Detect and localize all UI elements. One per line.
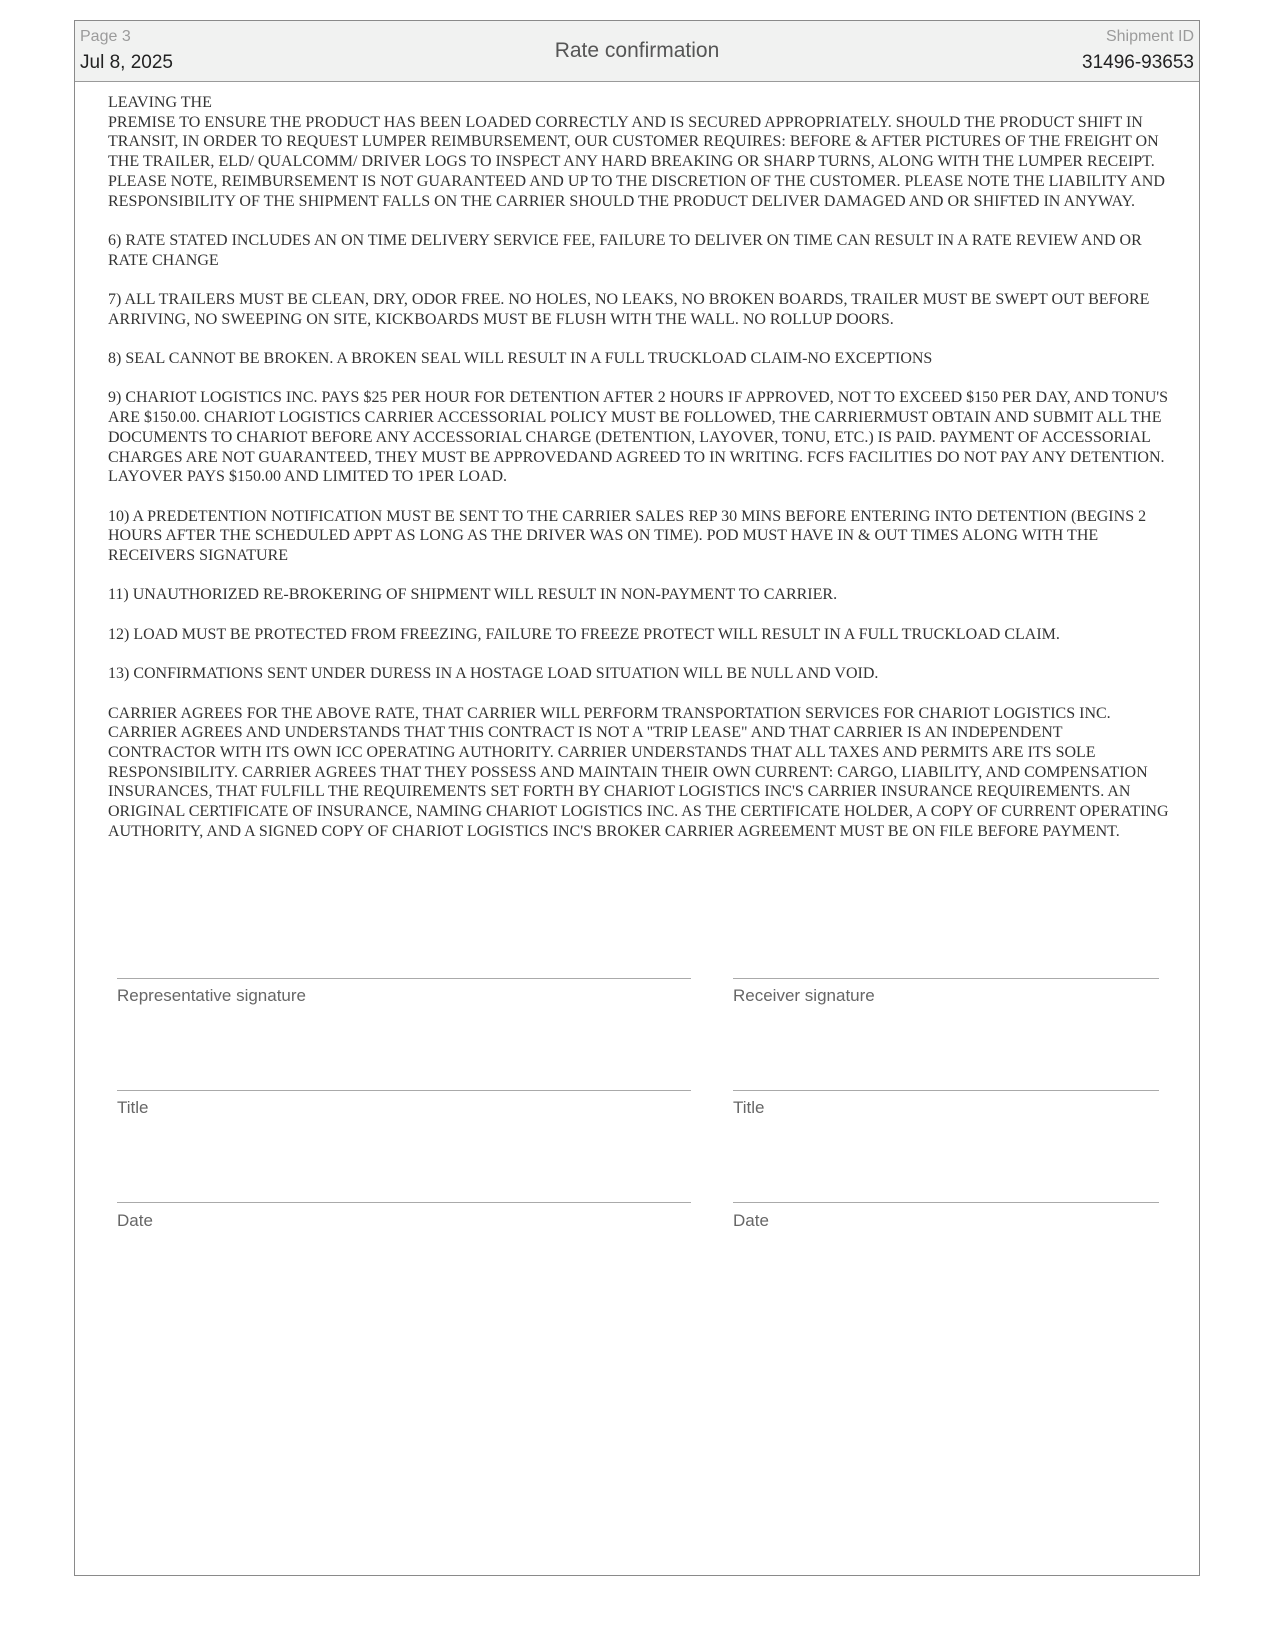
term-item-13: 13) CONFIRMATIONS SENT UNDER DURESS IN A HOSTAGE LOAD SITUATION WILL BE NULL AND VOID.: [108, 665, 879, 683]
term-item-6: 6) RATE STATED INCLUDES AN ON TIME DELIVERY SERVICE FEE, FAILURE TO DELIVER ON TIME CAN RESULT IN A RATE REVIEW AND OR RATE CHANGE: [108, 231, 1142, 269]
shipment-id-value: 31496-93653: [1082, 52, 1194, 73]
representative-date-label: Date: [117, 1211, 153, 1230]
document-title: Rate confirmation: [554, 39, 720, 62]
page-number-label: Page 3: [80, 28, 131, 45]
term-item-12: 12) LOAD MUST BE PROTECTED FROM FREEZING, FAILURE TO FREEZE PROTECT WILL RESULT IN A FULL TRUCKLOAD CLAIM.: [108, 625, 1060, 643]
term-item-10: 10) A PREDETENTION NOTIFICATION MUST BE SENT TO THE CARRIER SALES REP 30 MINS BEFORE ENTERING INTO DETENTION (BEGINS 2 HOURS AFTER THE SCHEDULED APPT AS LONG AS THE DRIVER WAS ON TIME). POD MUST HAVE IN & OUT TIMES ALONG WITH THE RECEIVERS SIGNATURE: [108, 507, 1147, 565]
document-date: Jul 8, 2025: [80, 52, 173, 73]
terms-continuation: PREMISE TO ENSURE THE PRODUCT HAS BEEN LOADED CORRECTLY AND IS SECURED APPROPRIATELY. SHOULD THE PRODUCT SHIFT IN TRANSIT, IN ORDER TO REQUEST LUMPER REIMBURSEMENT, OUR CUSTOMER REQUIRES: BEFORE & AFTER PICTURES OF THE FREIGHT ON THE TRAILER, ELD/ QUALCOMM/ DRIVER LOGS TO INSPECT ANY HARD BREAKING OR SHARP TURNS, ALONG WITH THE LUMPER RECEIPT. PLEASE NOTE, REIMBURSEMENT IS NOT GUARANTEED AND UP TO THE DISCRETION OF THE CUSTOMER. PLEASE NOTE THE LIABILITY AND RESPONSIBILITY OF THE SHIPMENT FALLS ON THE CARRIER SHOULD THE PRODUCT DELIVER DAMAGED AND OR SHIFTED IN ANYWAY.: [108, 113, 1165, 210]
receiver-date-label: Date: [733, 1211, 769, 1230]
representative-signature-line[interactable]: [117, 978, 691, 979]
terms-and-conditions: [108, 93, 1173, 861]
receiver-date-line[interactable]: [733, 1202, 1159, 1203]
receiver-signature-line[interactable]: [733, 978, 1159, 979]
page-header: [75, 21, 1199, 82]
receiver-title-line[interactable]: [733, 1090, 1159, 1091]
carrier-agreement: CARRIER AGREES FOR THE ABOVE RATE, THAT CARRIER WILL PERFORM TRANSPORTATION SERVICES FOR CHARIOT LOGISTICS INC. CARRIER AGREES AND UNDERSTANDS THAT THIS CONTRACT IS NOT A "TRIP LEASE" AND THAT CARRIER IS AN INDEPENDENT CONTRACTOR WITH ITS OWN ICC OPERATING AUTHORITY. CARRIER UNDERSTANDS THAT ALL TAXES AND PERMITS ARE ITS SOLE RESPONSIBILITY. CARRIER AGREES THAT THEY POSSESS AND MAINTAIN THEIR OWN CURRENT: CARGO, LIABILITY, AND COMPENSATION INSURANCES, THAT FULFILL THE REQUIREMENTS SET FORTH BY CHARIOT LOGISTICS INC'S CARRIER INSURANCE REQUIREMENTS. AN ORIGINAL CERTIFICATE OF INSURANCE, NAMING CHARIOT LOGISTICS INC. AS THE CERTIFICATE HOLDER, A COPY OF CURRENT OPERATING AUTHORITY, AND A SIGNED COPY OF CHARIOT LOGISTICS INC'S BROKER CARRIER AGREEMENT MUST BE ON FILE BEFORE PAYMENT.: [108, 704, 1169, 840]
term-item-9: 9) CHARIOT LOGISTICS INC. PAYS $25 PER HOUR FOR DETENTION AFTER 2 HOURS IF APPROVED, NOT TO EXCEED $150 PER DAY, AND TONU'S ARE $150.00. CHARIOT LOGISTICS CARRIER ACCESSORIAL POLICY MUST BE FOLLOWED, THE CARRIERMUST OBTAIN AND SUBMIT ALL THE DOCUMENTS TO CHARIOT BEFORE ANY ACCESSORIAL CHARGE (DETENTION, LAYOVER, TONU, ETC.) IS PAID. PAYMENT OF ACCESSORIAL CHARGES ARE NOT GUARANTEED, THEY MUST BE APPROVEDAND AGREED TO IN WRITING. FCFS FACILITIES DO NOT PAY ANY DETENTION. LAYOVER PAYS $150.00 AND LIMITED TO 1PER LOAD.: [108, 389, 1169, 486]
representative-date-line[interactable]: [117, 1202, 691, 1203]
terms-lead-line: LEAVING THE: [108, 94, 212, 111]
term-item-11: 11) UNAUTHORIZED RE-BROKERING OF SHIPMENT WILL RESULT IN NON-PAYMENT TO CARRIER.: [108, 586, 838, 604]
shipment-id-label: Shipment ID: [1105, 28, 1194, 45]
representative-title-line[interactable]: [117, 1090, 691, 1091]
term-item-7: 7) ALL TRAILERS MUST BE CLEAN, DRY, ODOR FREE. NO HOLES, NO LEAKS, NO BROKEN BOARDS, TRAILER MUST BE SWEPT OUT BEFORE ARRIVING, NO SWEEPING ON SITE, KICKBOARDS MUST BE FLUSH WITH THE WALL. NO ROLLUP DOORS.: [108, 291, 1150, 328]
term-item-8: 8) SEAL CANNOT BE BROKEN. A BROKEN SEAL WILL RESULT IN A FULL TRUCKLOAD CLAIM-NO EXCEPTIONS: [108, 350, 933, 368]
receiver-title-label: Title: [733, 1098, 765, 1117]
receiver-signature-label: Receiver signature: [733, 986, 875, 1005]
representative-title-label: Title: [117, 1098, 149, 1117]
document-page: [74, 20, 1200, 1576]
representative-signature-label: Representative signature: [117, 986, 307, 1005]
